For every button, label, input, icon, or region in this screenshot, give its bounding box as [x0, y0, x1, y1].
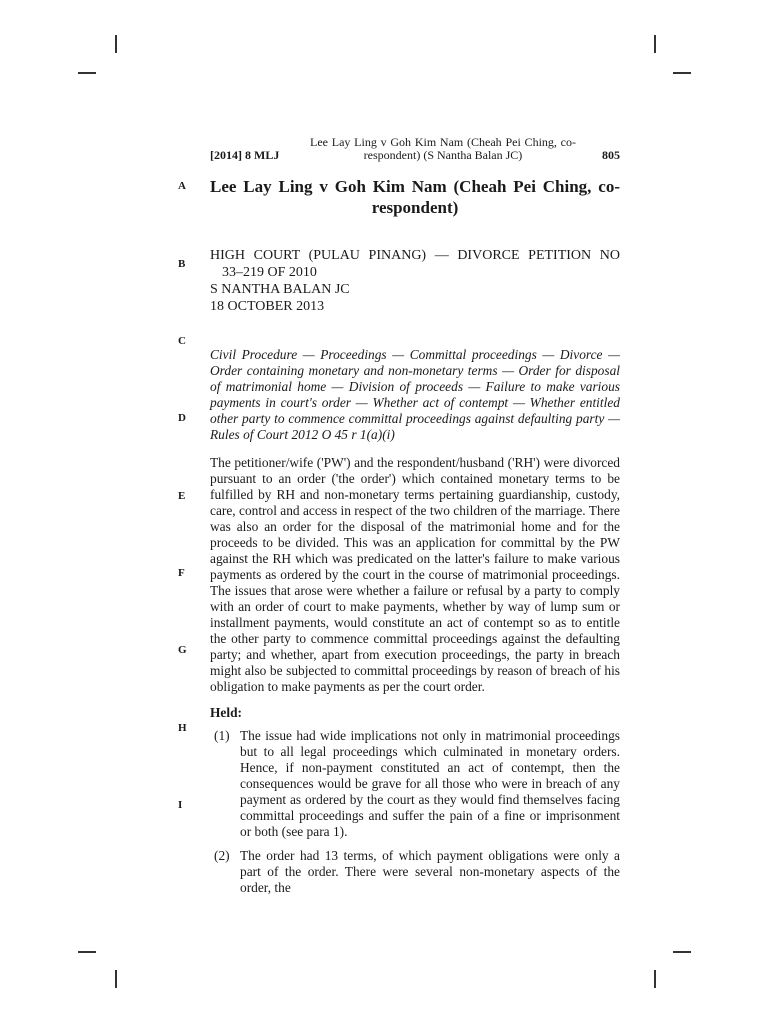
running-head: Lee Lay Ling v Goh Kim Nam (Cheah Pei Ching, co-respondent) (S Nantha Balan JC)	[310, 135, 576, 162]
crop-mark	[115, 970, 117, 988]
held-item-number: (2)	[214, 848, 230, 863]
held-item	[210, 848, 620, 896]
margin-letter: H	[178, 722, 187, 734]
margin-letter: A	[178, 180, 186, 192]
held-item-text: The issue had wide implications not only in matrimonial proceedings but to all legal proceedings which culminated in monetary orders. Hence, if non-payment constituted an act of contempt, then the consequences would be grave for all those who were in breach of any payment as ordered by the court as they would find themselves facing committal proceedings and suffer the pain of a fine or imprisonment or both (see para 1).	[240, 728, 620, 839]
crop-mark	[654, 35, 656, 53]
crop-mark	[673, 951, 691, 953]
crop-mark	[78, 951, 96, 953]
running-header	[210, 136, 620, 166]
held-heading: Held:	[210, 705, 242, 720]
margin-letter: C	[178, 335, 186, 347]
margin-letter: D	[178, 412, 186, 424]
margin-letter: F	[178, 567, 185, 579]
margin-letter: B	[178, 258, 186, 270]
decision-date: 18 OCTOBER 2013	[210, 299, 325, 314]
crop-mark	[115, 35, 117, 53]
case-summary: The petitioner/wife ('PW') and the respondent/husband ('RH') were divorced pursuant to an order ('the order') which contained monetary terms to be fulfilled by RH and non-monetary terms pertaining guardianship, custody, care, control and access in respect of the two children of the marriage. There was also an order for the disposal of the matrimonial home and for the proceeds to be divided. This was an application for committal by the PW against the RH which was predicated on the latter's failure to make various payments as ordered by the court in the course of matrimonial proceedings. The issues that arose were whether a failure or refusal by a party to comply with an order of court to make payments, whether by way of lump sum or installment payments, would constitute an act of contempt so as to entitle the other party to commence committal proceedings against the defaulting party; and whether, apart from execution proceedings, the party in breach might also be subjected to committal proceedings by reason of breach of his obligation to make payments as per the court order.	[210, 455, 620, 694]
held-item	[210, 728, 620, 840]
case-title: Lee Lay Ling v Goh Kim Nam (Cheah Pei Ching, co-respondent)	[210, 177, 620, 217]
page-number: 805	[602, 148, 620, 162]
court-info	[210, 247, 620, 315]
crop-mark	[654, 970, 656, 988]
held-item-text: The order had 13 terms, of which payment obligations were only a part of the order. There were several non-monetary aspects of the order, the	[240, 848, 620, 895]
petition-number: 33–219 OF 2010	[222, 265, 317, 280]
judge-name: S NANTHA BALAN JC	[210, 282, 350, 297]
court-line: HIGH COURT (PULAU PINANG) — DIVORCE PETITION NO	[210, 248, 620, 263]
margin-letter: G	[178, 644, 187, 656]
margin-letter: I	[178, 799, 183, 811]
margin-letter: E	[178, 490, 186, 502]
held-item-number: (1)	[214, 728, 230, 743]
catchwords: Civil Procedure — Proceedings — Committal proceedings — Divorce — Order containing monetary and non-monetary terms — Order for disposal of matrimonial home — Division of proceeds — Failure to make various payments in court's order — Whether act of contempt — Whether entitled other party to commence committal proceedings against defaulting party — Rules of Court 2012 O 45 r 1(a)(i)	[210, 347, 620, 442]
report-citation: [2014] 8 MLJ	[210, 148, 280, 162]
crop-mark	[673, 72, 691, 74]
crop-mark	[78, 72, 96, 74]
